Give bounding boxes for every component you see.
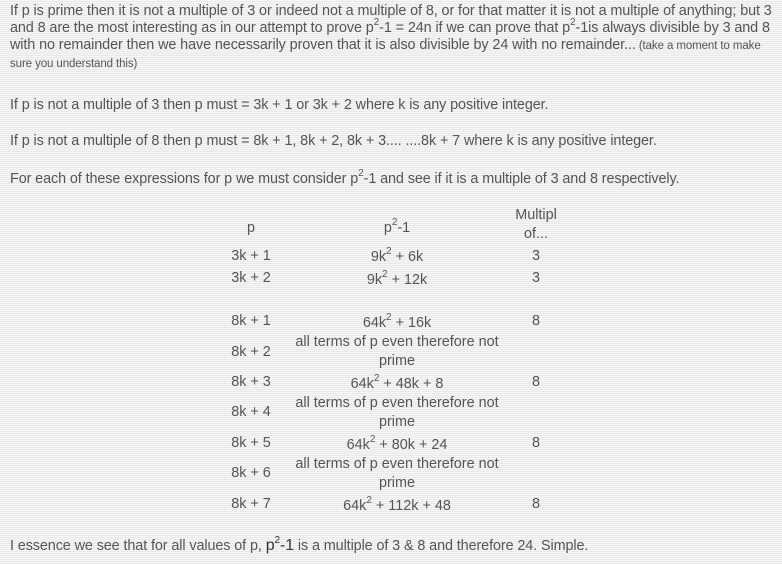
intro-aside: (take a moment to make sure you understand this): [10, 40, 761, 70]
table-row-p: 8k + 7: [231, 496, 271, 512]
table-row-p: 8k + 1: [231, 313, 271, 329]
intro-paragraph: If p is prime then it is not a multiple of 3 or indeed not a multiple of 8, or for that matter it is not a multiple of anything; but 3 and 8 are the most interesting as in our attempt to prove $p^2-1 = 24n$ if we can prove that $p^2-1is$ always divisible by 3 and 8 with no remainder then we have necessarily proven that it is also divisible by 24 with no remainder... (take a moment to make sure you understand this): [10, 3, 772, 70]
table-row-expression: $9k^2 + 6k$: [370, 246, 424, 265]
table-row-p: 8k + 4: [231, 404, 271, 420]
table-row-p: 8k + 6: [231, 465, 271, 481]
table-row-p: 3k + 2: [231, 270, 271, 286]
table-row-expression: $64k^2 + 48k + 8$: [350, 373, 444, 392]
table-row-note: all terms of p even therefore not prime: [295, 456, 499, 491]
header-expression: $p^2-1$: [383, 217, 411, 236]
consider-paragraph: For each of these expressions for p we must consider $p^2-1$ and see if it is a multiple of 3 and 8 respectively.: [10, 168, 680, 187]
table-row-multiple: 3: [531, 248, 540, 264]
table-row-note: all terms of p even therefore not prime: [295, 395, 499, 430]
table-row-expression: $64k^2 + 80k + 24$: [346, 434, 448, 453]
table-row-expression: $64k^2 + 16k$: [362, 312, 432, 331]
table-row-p: 8k + 2: [231, 344, 271, 360]
header-multiple: Multipl of...: [515, 207, 557, 242]
header-p: p: [246, 220, 255, 236]
table-row-multiple: 3: [531, 270, 540, 286]
mult8-paragraph: If p is not a multiple of 8 then p must = 8k + 1, 8k + 2, 8k + 3.... ....8k + 7 where k is any positive integer.: [10, 133, 657, 149]
table-row-note: all terms of p even therefore not prime: [295, 334, 499, 369]
conclusion-paragraph: I essence we see that for all values of p, $p^2-1$ is a multiple of 3 & 8 and therefore 24. Simple.: [10, 535, 589, 554]
table-row-expression: $9k^2 + 12k$: [366, 269, 428, 288]
table-row-expression: $64k^2 + 112k + 48$: [343, 495, 451, 514]
table-row-multiple: 8: [531, 435, 540, 451]
table-row-p: 8k + 3: [231, 374, 271, 390]
table-row-p: 8k + 5: [231, 435, 271, 451]
table-row-p: 3k + 1: [231, 248, 271, 264]
table-row-multiple: 8: [531, 313, 540, 329]
conclusion-expression: $p^2-1$: [265, 535, 294, 554]
table-row-multiple: 8: [531, 496, 540, 512]
table-row-multiple: 8: [531, 374, 540, 390]
mult3-paragraph: If p is not a multiple of 3 then p must = 3k + 1 or 3k + 2 where k is any positive integer.: [10, 97, 549, 113]
